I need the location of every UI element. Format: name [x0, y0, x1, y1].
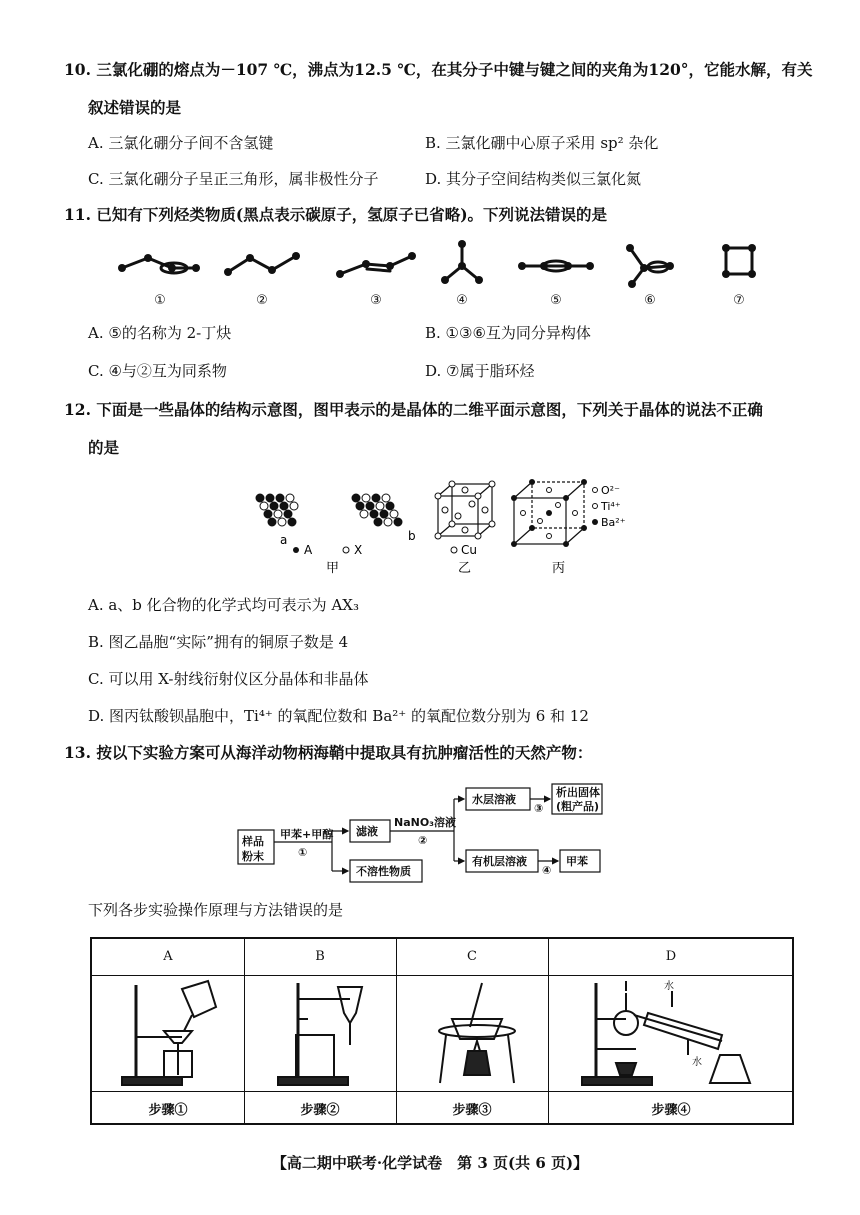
filtration-apparatus-image — [112, 979, 232, 1089]
water-in-label: 水 — [692, 1057, 702, 1068]
q10-option-d[interactable]: D. 其分子空间结构类似三氯化氮 — [425, 170, 642, 188]
svg-text:粉末: 粉末 — [242, 850, 264, 863]
svg-text:X: X — [354, 543, 363, 557]
svg-text:样品: 样品 — [242, 835, 264, 848]
svg-text:析出固体: 析出固体 — [556, 786, 600, 799]
label-2: ② — [256, 293, 268, 308]
svg-text:乙: 乙 — [458, 561, 472, 576]
page-footer: 【高二期中联考·化学试卷 第 3 页(共 6 页)】 — [271, 1154, 589, 1172]
svg-text:④: ④ — [542, 864, 552, 877]
label-7: ⑦ — [733, 293, 745, 308]
apparatus-table — [90, 937, 794, 1125]
q11-stem: 11. 已知有下列烃类物质(黑点表示碳原子，氢原子已省略)。下列说法错误的是 — [64, 205, 608, 224]
svg-text:滤液: 滤液 — [356, 825, 378, 838]
svg-text:Ba²⁺: Ba²⁺ — [601, 516, 626, 529]
svg-text:水层溶液: 水层溶液 — [472, 793, 516, 806]
col-header-b: B — [315, 949, 325, 964]
col-header-c: C — [467, 949, 477, 964]
q10-stem-line1: 10. 三氯化硼的熔点为－107 ℃，沸点为12.5 ℃，在其分子中键与键之间的夹角为120°，它能水解，有关 — [64, 60, 813, 79]
svg-text:A: A — [304, 543, 313, 557]
col-footer-c: 步骤③ — [452, 1103, 492, 1118]
col-footer-a: 步骤① — [148, 1103, 188, 1118]
q10-option-a[interactable]: A. 三氯化硼分子间不含氢键 — [88, 134, 274, 152]
lattice-a — [256, 494, 298, 526]
col-footer-d: 步骤④ — [651, 1103, 691, 1118]
q12-option-b[interactable]: B. 图乙晶胞“实际”拥有的铜原子数是 4 — [88, 633, 349, 651]
q13-stem: 13. 按以下实验方案可从海洋动物柄海鞘中提取具有抗肿瘤活性的天然产物： — [64, 743, 593, 762]
lattice-b — [352, 494, 402, 526]
hydrocarbon-structures-figure — [110, 236, 770, 312]
svg-text:有机层溶液: 有机层溶液 — [472, 855, 527, 868]
q11-option-d[interactable]: D. ⑦属于脂环烃 — [425, 362, 535, 380]
label-3: ③ — [370, 293, 382, 308]
q11-option-b[interactable]: B. ①③⑥互为同分异构体 — [425, 324, 591, 342]
q13-prompt: 下列各步实验操作原理与方法错误的是 — [88, 901, 344, 919]
q12-option-d[interactable]: D. 图丙钛酸钡晶胞中，Ti⁴⁺ 的氧配位数和 Ba²⁺ 的氧配位数分别为 6 和 12 — [88, 707, 589, 725]
q10-stem-line2: 叙述错误的是 — [88, 98, 182, 117]
q11-option-a[interactable]: A. ⑤的名称为 2-丁炔 — [88, 324, 232, 342]
col-header-a: A — [163, 949, 173, 964]
q10-option-b[interactable]: B. 三氯化硼中心原子采用 sp² 杂化 — [425, 134, 659, 152]
q11-option-c[interactable]: C. ④与②互为同系物 — [88, 362, 227, 380]
svg-text:O²⁻: O²⁻ — [601, 484, 620, 497]
svg-text:③: ③ — [534, 802, 544, 815]
extraction-flowchart — [232, 776, 632, 888]
svg-text:甲: 甲 — [326, 561, 340, 576]
q12-stem-line1: 12. 下面是一些晶体的结构示意图，图甲表示的是晶体的二维平面示意图，下列关于晶体的说法不正确 — [64, 400, 763, 419]
q10-option-c[interactable]: C. 三氯化硼分子呈正三角形，属非极性分子 — [88, 170, 379, 188]
svg-text:②: ② — [418, 834, 428, 847]
svg-text:甲苯+甲醇: 甲苯+甲醇 — [280, 828, 334, 841]
svg-text:Ti⁴⁺: Ti⁴⁺ — [601, 500, 621, 513]
label-5: ⑤ — [550, 293, 562, 308]
svg-text:NaNO₃溶液: NaNO₃溶液 — [394, 816, 457, 829]
evaporation-apparatus-image — [432, 979, 522, 1089]
label-4: ④ — [456, 293, 468, 308]
water-out-label: 水 — [664, 981, 674, 992]
col-header-d: D — [665, 949, 677, 964]
svg-text:甲苯: 甲苯 — [566, 855, 588, 868]
svg-text:a: a — [280, 533, 288, 547]
svg-text:(粗产品): (粗产品) — [556, 800, 600, 813]
distillation-apparatus-image — [572, 979, 782, 1089]
svg-text:Cu: Cu — [461, 543, 477, 557]
svg-text:不溶性物质: 不溶性物质 — [356, 865, 411, 878]
svg-text:丙: 丙 — [552, 561, 566, 576]
q12-stem-line2: 的是 — [88, 438, 120, 457]
q12-option-a[interactable]: A. a、b 化合物的化学式均可表示为 AX₃ — [88, 596, 359, 614]
separatory-funnel-image — [268, 979, 378, 1089]
label-1: ① — [154, 293, 166, 308]
svg-text:b: b — [408, 529, 416, 543]
crystal-structures-figure — [250, 474, 640, 586]
col-footer-b: 步骤② — [300, 1103, 340, 1118]
q12-option-c[interactable]: C. 可以用 X-射线衍射仪区分晶体和非晶体 — [88, 670, 369, 688]
label-6: ⑥ — [644, 293, 656, 308]
svg-text:①: ① — [298, 846, 308, 859]
